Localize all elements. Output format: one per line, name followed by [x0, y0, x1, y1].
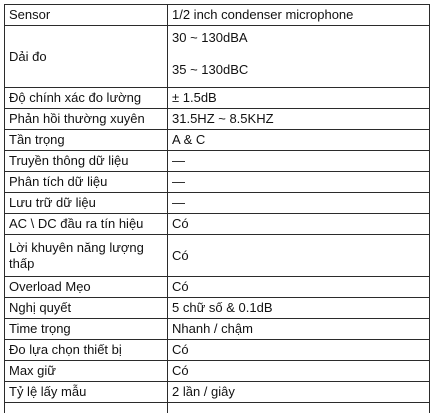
range-dbc: 35 ~ 130dBC — [172, 62, 425, 78]
table-row — [5, 193, 430, 214]
row-label: AC \ DC đầu ra tín hiệu — [5, 214, 168, 235]
table-row — [5, 277, 430, 298]
row-value — [168, 26, 430, 88]
row-value: A & C — [168, 130, 430, 151]
table-row — [5, 88, 430, 109]
row-value: Có — [168, 277, 430, 298]
row-label: Sensor — [5, 5, 168, 26]
row-label: Time trọng — [5, 319, 168, 340]
row-label-empty — [5, 403, 168, 413]
table-row — [5, 5, 430, 26]
row-value: Có — [168, 340, 430, 361]
table-row — [5, 340, 430, 361]
table-row — [5, 382, 430, 403]
row-label: Độ chính xác đo lường — [5, 88, 168, 109]
table-row — [5, 214, 430, 235]
row-label: Lưu trữ dữ liệu — [5, 193, 168, 214]
row-label: Đo lựa chọn thiết bị — [5, 340, 168, 361]
row-label: Lời khuyên năng lượng thấp — [5, 235, 168, 277]
row-label: Nghị quyết — [5, 298, 168, 319]
row-value: Có — [168, 235, 430, 277]
row-value: — — [168, 193, 430, 214]
table-row — [5, 298, 430, 319]
row-label: Tỷ lệ lấy mẫu — [5, 382, 168, 403]
row-value-empty — [168, 403, 430, 413]
table-row — [5, 361, 430, 382]
row-value: Có — [168, 361, 430, 382]
spec-table — [4, 4, 430, 413]
row-value: Có — [168, 214, 430, 235]
spec-table-container — [4, 4, 430, 413]
row-value: 1/2 inch condenser microphone — [168, 5, 430, 26]
table-row-cut — [5, 403, 430, 413]
row-label: Dải đo — [5, 26, 168, 88]
row-label: Overload Mẹo — [5, 277, 168, 298]
row-label: Tần trọng — [5, 130, 168, 151]
range-dba: 30 ~ 130dBA — [172, 30, 425, 46]
table-row — [5, 235, 430, 277]
row-label: Phân tích dữ liệu — [5, 172, 168, 193]
row-value: — — [168, 172, 430, 193]
row-value: 31.5HZ ~ 8.5KHZ — [168, 109, 430, 130]
row-value: ± 1.5dB — [168, 88, 430, 109]
table-row — [5, 130, 430, 151]
row-value: 2 lần / giây — [168, 382, 430, 403]
row-label: Phản hồi thường xuyên — [5, 109, 168, 130]
table-row — [5, 172, 430, 193]
table-row — [5, 26, 430, 88]
table-row — [5, 319, 430, 340]
row-value: 5 chữ số & 0.1dB — [168, 298, 430, 319]
row-value: Nhanh / chậm — [168, 319, 430, 340]
table-row — [5, 151, 430, 172]
table-row — [5, 109, 430, 130]
row-label: Max giữ — [5, 361, 168, 382]
row-label: Truyền thông dữ liệu — [5, 151, 168, 172]
row-value: — — [168, 151, 430, 172]
